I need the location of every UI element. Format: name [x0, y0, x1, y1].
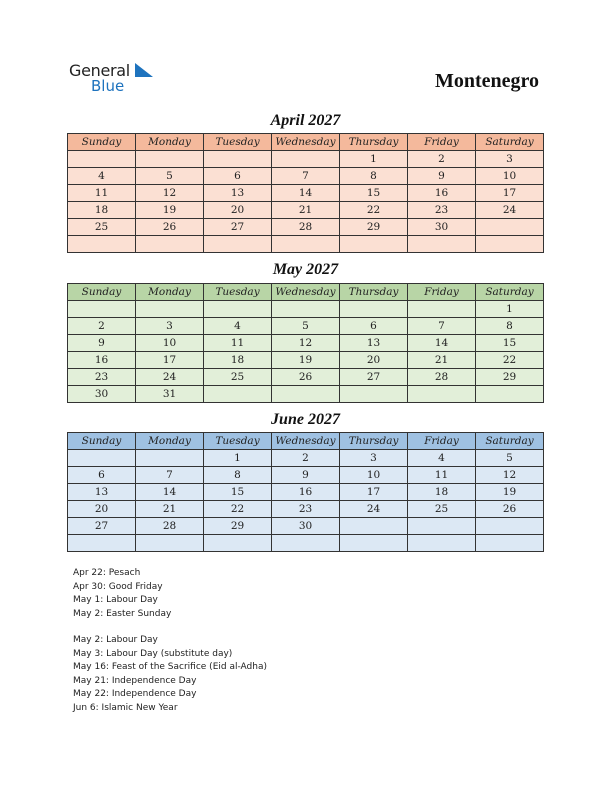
day-cell: 10 — [136, 335, 204, 352]
holiday-note: Apr 30: Good Friday — [73, 581, 163, 592]
weekday-header-row — [68, 433, 544, 450]
holiday-note: May 16: Feast of the Sacrifice (Eid al-Adha) — [73, 662, 267, 672]
day-cell: 9 — [408, 168, 476, 185]
weekday-header: Tuesday — [204, 134, 272, 151]
day-cell: 23 — [408, 202, 476, 219]
month-title-may: May 2027 — [272, 261, 339, 278]
day-cell: 12 — [272, 335, 340, 352]
day-cell: 10 — [340, 467, 408, 484]
week-row — [68, 518, 544, 535]
day-cell: 5 — [272, 318, 340, 335]
day-cell: 20 — [204, 202, 272, 219]
holiday-note: May 22: Independence Day — [73, 689, 197, 699]
holiday-note: May 2: Labour Day — [73, 635, 158, 645]
day-cell: 1 — [340, 151, 408, 168]
day-cell: 21 — [272, 202, 340, 219]
empty-day-cell — [408, 301, 476, 318]
day-cell: 1 — [476, 301, 544, 318]
day-cell: 9 — [68, 335, 136, 352]
holiday-note: May 2: Easter Sunday — [73, 608, 172, 619]
weekday-header: Thursday — [340, 433, 408, 450]
empty-day-cell — [136, 301, 204, 318]
week-row — [68, 335, 544, 352]
week-row — [68, 501, 544, 518]
day-cell: 18 — [204, 352, 272, 369]
day-cell: 26 — [272, 369, 340, 386]
day-cell: 21 — [408, 352, 476, 369]
day-cell: 13 — [204, 185, 272, 202]
empty-day-cell — [68, 151, 136, 168]
empty-day-cell — [476, 386, 544, 403]
holiday-note: May 3: Labour Day (substitute day) — [73, 648, 233, 659]
week-row — [68, 236, 544, 253]
empty-day-cell — [476, 236, 544, 253]
week-row — [68, 318, 544, 335]
day-cell: 24 — [476, 202, 544, 219]
day-cell: 13 — [68, 484, 136, 501]
day-cell: 23 — [68, 369, 136, 386]
empty-day-cell — [204, 535, 272, 552]
day-cell: 3 — [476, 151, 544, 168]
day-cell: 6 — [340, 318, 408, 335]
day-cell: 13 — [340, 335, 408, 352]
weekday-header: Wednesday — [272, 284, 340, 301]
day-cell: 28 — [136, 518, 204, 535]
day-cell: 8 — [340, 168, 408, 185]
day-cell: 12 — [136, 185, 204, 202]
weekday-header: Wednesday — [272, 433, 340, 450]
day-cell: 17 — [476, 185, 544, 202]
day-cell: 25 — [408, 501, 476, 518]
empty-day-cell — [136, 535, 204, 552]
day-cell: 8 — [204, 467, 272, 484]
day-cell: 11 — [408, 467, 476, 484]
week-row — [68, 484, 544, 501]
weekday-header: Thursday — [340, 134, 408, 151]
holiday-note: May 1: Labour Day — [73, 595, 158, 605]
weekday-header: Sunday — [68, 284, 136, 301]
empty-day-cell — [272, 151, 340, 168]
day-cell: 15 — [340, 185, 408, 202]
day-cell: 29 — [476, 369, 544, 386]
holiday-note: Jun 6: Islamic New Year — [73, 702, 178, 713]
week-row — [68, 168, 544, 185]
month-title-june: June 2027 — [271, 411, 340, 428]
day-cell: 14 — [408, 335, 476, 352]
day-cell: 30 — [408, 219, 476, 236]
week-row — [68, 202, 544, 219]
day-cell: 5 — [136, 168, 204, 185]
week-row — [68, 450, 544, 467]
holiday-note: May 21: Independence Day — [73, 675, 197, 686]
day-cell: 20 — [68, 501, 136, 518]
day-cell: 5 — [476, 450, 544, 467]
day-cell: 29 — [340, 219, 408, 236]
calendar-june — [67, 432, 544, 552]
day-cell: 27 — [340, 369, 408, 386]
empty-day-cell — [136, 236, 204, 253]
day-cell: 26 — [476, 501, 544, 518]
day-cell: 23 — [272, 501, 340, 518]
empty-day-cell — [136, 151, 204, 168]
month-title-april: April 2027 — [270, 112, 341, 129]
weekday-header: Sunday — [68, 433, 136, 450]
weekday-header: Saturday — [476, 433, 544, 450]
day-cell: 22 — [476, 352, 544, 369]
day-cell: 6 — [204, 168, 272, 185]
weekday-header: Saturday — [476, 134, 544, 151]
holiday-notes-group-1 — [73, 567, 171, 621]
empty-day-cell — [272, 236, 340, 253]
empty-day-cell — [68, 236, 136, 253]
day-cell: 1 — [204, 450, 272, 467]
calendar-may — [67, 283, 544, 403]
empty-day-cell — [68, 450, 136, 467]
weekday-header-row — [68, 134, 544, 151]
weekday-header: Tuesday — [204, 433, 272, 450]
day-cell: 16 — [68, 352, 136, 369]
week-row — [68, 369, 544, 386]
day-cell: 30 — [272, 518, 340, 535]
day-cell: 3 — [340, 450, 408, 467]
day-cell: 26 — [136, 219, 204, 236]
day-cell: 31 — [136, 386, 204, 403]
empty-day-cell — [340, 535, 408, 552]
empty-day-cell — [68, 535, 136, 552]
day-cell: 17 — [136, 352, 204, 369]
day-cell: 19 — [476, 484, 544, 501]
country-title: Montenegro — [434, 70, 539, 92]
day-cell: 24 — [136, 369, 204, 386]
weekday-header-row — [68, 284, 544, 301]
week-row — [68, 301, 544, 318]
week-row — [68, 151, 544, 168]
day-cell: 15 — [476, 335, 544, 352]
logo-word-general: General — [69, 61, 130, 80]
day-cell: 25 — [68, 219, 136, 236]
empty-day-cell — [272, 386, 340, 403]
empty-day-cell — [272, 301, 340, 318]
day-cell: 27 — [204, 219, 272, 236]
empty-day-cell — [272, 535, 340, 552]
day-cell: 7 — [408, 318, 476, 335]
day-cell: 27 — [68, 518, 136, 535]
day-cell: 11 — [204, 335, 272, 352]
empty-day-cell — [408, 518, 476, 535]
day-cell: 12 — [476, 467, 544, 484]
day-cell: 17 — [340, 484, 408, 501]
logo-word-blue: Blue — [91, 77, 125, 95]
day-cell: 28 — [408, 369, 476, 386]
empty-day-cell — [204, 151, 272, 168]
logo-triangle-icon — [135, 63, 153, 77]
empty-day-cell — [476, 219, 544, 236]
empty-day-cell — [408, 386, 476, 403]
weekday-header: Thursday — [340, 284, 408, 301]
general-blue-logo — [69, 61, 159, 95]
empty-day-cell — [476, 518, 544, 535]
empty-day-cell — [408, 236, 476, 253]
calendar-april — [67, 133, 544, 253]
empty-day-cell — [476, 535, 544, 552]
day-cell: 11 — [68, 185, 136, 202]
weekday-header: Friday — [408, 284, 476, 301]
week-row — [68, 386, 544, 403]
weekday-header: Sunday — [68, 134, 136, 151]
day-cell: 2 — [272, 450, 340, 467]
weekday-header: Monday — [136, 134, 204, 151]
day-cell: 24 — [340, 501, 408, 518]
day-cell: 20 — [340, 352, 408, 369]
day-cell: 29 — [204, 518, 272, 535]
week-row — [68, 467, 544, 484]
day-cell: 19 — [136, 202, 204, 219]
holiday-note: Apr 22: Pesach — [73, 568, 141, 578]
day-cell: 4 — [68, 168, 136, 185]
day-cell: 21 — [136, 501, 204, 518]
day-cell: 14 — [136, 484, 204, 501]
day-cell: 25 — [204, 369, 272, 386]
weekday-header: Monday — [136, 284, 204, 301]
day-cell: 18 — [408, 484, 476, 501]
day-cell: 18 — [68, 202, 136, 219]
weekday-header: Wednesday — [272, 134, 340, 151]
empty-day-cell — [68, 301, 136, 318]
day-cell: 3 — [136, 318, 204, 335]
day-cell: 16 — [408, 185, 476, 202]
day-cell: 16 — [272, 484, 340, 501]
empty-day-cell — [340, 386, 408, 403]
weekday-header: Friday — [408, 433, 476, 450]
weekday-header: Saturday — [476, 284, 544, 301]
day-cell: 9 — [272, 467, 340, 484]
empty-day-cell — [340, 236, 408, 253]
day-cell: 4 — [204, 318, 272, 335]
day-cell: 15 — [204, 484, 272, 501]
day-cell: 2 — [408, 151, 476, 168]
weekday-header: Friday — [408, 134, 476, 151]
day-cell: 22 — [204, 501, 272, 518]
day-cell: 7 — [136, 467, 204, 484]
day-cell: 10 — [476, 168, 544, 185]
empty-day-cell — [136, 450, 204, 467]
empty-day-cell — [204, 386, 272, 403]
day-cell: 14 — [272, 185, 340, 202]
day-cell: 8 — [476, 318, 544, 335]
empty-day-cell — [408, 535, 476, 552]
day-cell: 7 — [272, 168, 340, 185]
day-cell: 19 — [272, 352, 340, 369]
week-row — [68, 535, 544, 552]
day-cell: 30 — [68, 386, 136, 403]
holiday-notes-group-2 — [73, 634, 267, 715]
day-cell: 22 — [340, 202, 408, 219]
day-cell: 4 — [408, 450, 476, 467]
empty-day-cell — [204, 236, 272, 253]
empty-day-cell — [204, 301, 272, 318]
day-cell: 6 — [68, 467, 136, 484]
week-row — [68, 352, 544, 369]
empty-day-cell — [340, 301, 408, 318]
week-row — [68, 185, 544, 202]
weekday-header: Tuesday — [204, 284, 272, 301]
day-cell: 2 — [68, 318, 136, 335]
day-cell: 28 — [272, 219, 340, 236]
week-row — [68, 219, 544, 236]
empty-day-cell — [340, 518, 408, 535]
weekday-header: Monday — [136, 433, 204, 450]
